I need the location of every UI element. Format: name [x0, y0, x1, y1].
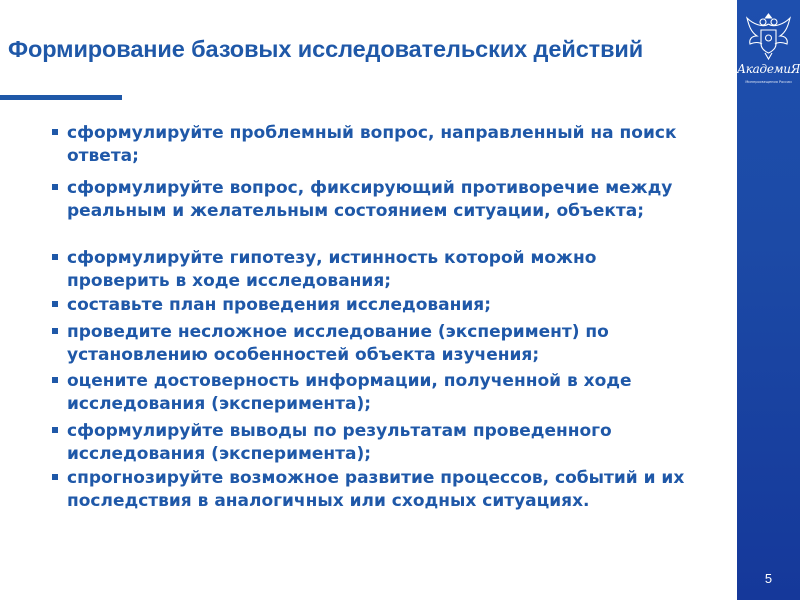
- bullet-text: сформулируйте гипотезу, истинность которой можно проверить в ходе исследования;: [67, 248, 597, 291]
- list-item: [52, 122, 692, 167]
- bullet-text: проведите несложное исследование (эксперимент) по установлению особенностей объекта изучения;: [67, 322, 609, 365]
- list-item: [52, 247, 692, 292]
- page-number: 5: [764, 571, 773, 586]
- bullet-text: составьте план проведения исследования;: [67, 295, 491, 315]
- square-bullet-icon: [52, 129, 58, 135]
- list-item: [52, 294, 692, 317]
- title-underline: [0, 95, 122, 100]
- square-bullet-icon: [52, 184, 58, 190]
- square-bullet-icon: [52, 474, 58, 480]
- square-bullet-icon: [52, 254, 58, 260]
- square-bullet-icon: [52, 427, 58, 433]
- slide-title: Формирование базовых исследовательских действий: [8, 36, 644, 62]
- bullet-text: оцените достоверность информации, полученной в ходе исследования (эксперимента);: [67, 371, 632, 414]
- list-item: [52, 467, 692, 512]
- academy-logo-text: АкадемиЯ: [737, 62, 800, 76]
- bullet-text: спрогнозируйте возможное развитие процессов, событий и их последствия в аналогичных или сходных ситуациях.: [67, 468, 685, 511]
- list-item: [52, 420, 692, 465]
- bullet-text: сформулируйте выводы по результатам проведенного исследования (эксперимента);: [67, 421, 612, 464]
- eagle-emblem-icon: [737, 8, 800, 64]
- square-bullet-icon: [52, 377, 58, 383]
- bullet-text: сформулируйте вопрос, фиксирующий противоречие между реальным и желательным состоянием ситуации, объекта;: [67, 178, 673, 221]
- square-bullet-icon: [52, 301, 58, 307]
- academy-logo: [737, 8, 800, 100]
- list-item: [52, 177, 692, 222]
- list-item: [52, 321, 692, 366]
- list-item: [52, 370, 692, 415]
- bullet-text: сформулируйте проблемный вопрос, направленный на поиск ответа;: [67, 123, 677, 166]
- academy-logo-subtitle: Минпросвещения России: [745, 80, 792, 84]
- square-bullet-icon: [52, 328, 58, 334]
